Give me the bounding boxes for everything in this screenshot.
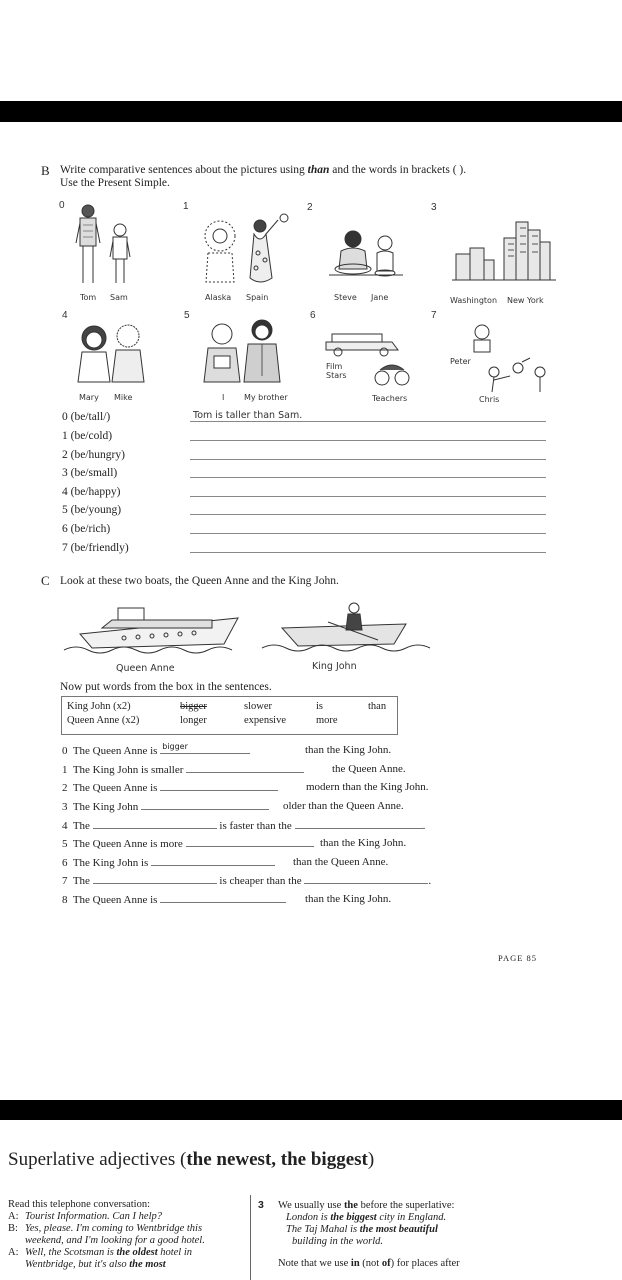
word-bigger: bigger	[180, 701, 207, 712]
prompt-6: 6 (be/rich)	[62, 523, 111, 535]
picture-steve-jane	[323, 225, 408, 287]
picture-number-5: 5	[184, 310, 190, 321]
ex1-a: London is	[286, 1212, 331, 1223]
speaker-a1: A:	[8, 1211, 19, 1222]
line-a2-a: Well, the Scotsman is	[25, 1247, 117, 1258]
sentence-4-a: The	[72, 820, 90, 832]
ex2-a: The Taj Mahal is	[286, 1224, 360, 1235]
word-box-col1	[67, 700, 139, 728]
top-black-bar	[0, 101, 622, 122]
section-c-instruction: Look at these two boats, the Queen Anne and the King John.	[60, 575, 339, 587]
ex3: building in the world.	[292, 1236, 384, 1247]
label-mybrother: My brother	[244, 393, 288, 402]
word-box-col5	[368, 700, 386, 714]
answer-line-1[interactable]	[190, 440, 546, 441]
sentence-1-a: The King John is smaller	[72, 764, 184, 776]
prompt-4: 4 (be/happy)	[62, 486, 121, 498]
sentence-8	[62, 893, 392, 906]
title-plain: Superlative adjectives (	[8, 1149, 187, 1170]
line-a2-b: the oldest	[116, 1247, 158, 1258]
label-alaska: Alaska	[205, 293, 232, 302]
prompt-1: 1 (be/cold)	[62, 430, 113, 442]
word-queen-anne: Queen Anne (x2)	[67, 715, 140, 726]
sentence-0-fill: bigger	[162, 742, 188, 751]
sentence-7-blank-1[interactable]	[93, 874, 217, 884]
title-bold: the newest, the biggest	[186, 1149, 368, 1170]
speaker-b: B:	[8, 1223, 18, 1234]
bottom-black-bar	[0, 1100, 622, 1120]
superlative-note	[258, 1199, 618, 1270]
label-washington: Washington	[450, 296, 498, 305]
sentence-6	[62, 856, 389, 869]
word-than: than	[368, 701, 387, 712]
answer-line-7[interactable]	[190, 552, 546, 553]
conversation-intro: Read this telephone conversation:	[8, 1199, 151, 1210]
sentence-2-a: The Queen Anne is	[72, 782, 158, 794]
label-i: I	[222, 393, 225, 402]
note-e: ) for places after	[390, 1258, 460, 1269]
picture-number-2: 2	[307, 202, 313, 213]
sentence-7-b: is cheaper than the	[219, 875, 302, 887]
note-b: in	[350, 1258, 360, 1269]
sentence-0-num: 0	[62, 745, 68, 757]
section-b-letter: B	[41, 163, 50, 178]
sentence-0	[62, 742, 392, 757]
sentence-2	[62, 781, 429, 794]
note-line1-c: before the superlative:	[357, 1200, 455, 1211]
label-mike: Mike	[114, 393, 133, 402]
word-box	[61, 696, 398, 735]
section-b-instruction	[60, 164, 466, 190]
sentence-2-blank[interactable]	[160, 781, 278, 791]
section-c-letter: C	[41, 573, 50, 588]
word-more: more	[316, 715, 338, 726]
label-peter: Peter	[450, 357, 471, 366]
sentence-3-num: 3	[62, 801, 68, 813]
ex2-b: the most beautiful	[359, 1224, 438, 1235]
sentence-4-b: is faster than the	[219, 820, 292, 832]
prompt-2: 2 (be/hungry)	[62, 449, 125, 461]
answer-line-0	[190, 421, 546, 422]
note-line1-b: the	[343, 1200, 358, 1211]
label-king-john: King John	[312, 661, 357, 672]
label-filmstars: Film Stars	[326, 362, 347, 380]
note-a: Note that we use	[278, 1258, 351, 1269]
word-box-col2	[180, 700, 207, 728]
word-longer: longer	[180, 715, 207, 726]
sentence-5-b: than the King John.	[320, 837, 407, 849]
line-a2-d: Wentbridge, but it's also	[25, 1259, 130, 1270]
label-sam: Sam	[110, 293, 128, 302]
picture-number-1: 1	[183, 201, 189, 212]
sentence-5-a: The Queen Anne is more	[72, 838, 183, 850]
note-line1-a: We usually use	[278, 1200, 344, 1211]
sentence-3-b: older than the Queen Anne.	[283, 800, 404, 812]
sentence-3-a: The King John	[72, 801, 139, 813]
instruction-text-b: and the words in brackets ( ).	[329, 164, 467, 176]
sentence-4-blank-2[interactable]	[295, 819, 423, 829]
label-spain: Spain	[246, 293, 269, 302]
prompt-5: 5 (be/young)	[62, 504, 122, 516]
label-newyork: New York	[507, 296, 544, 305]
label-tom: Tom	[80, 293, 97, 302]
sentence-0-blank	[160, 744, 250, 754]
line-a2-e: the most	[129, 1259, 166, 1270]
picture-alaska-spain	[198, 208, 293, 290]
speaker-a2: A:	[8, 1247, 19, 1258]
boat-king-john	[258, 600, 433, 660]
sentence-1-blank[interactable]	[186, 763, 304, 773]
picture-number-4: 4	[62, 310, 68, 321]
sentence-6-b: than the Queen Anne.	[293, 856, 389, 868]
sentence-1-b: the Queen Anne.	[332, 763, 406, 775]
picture-tom-sam	[70, 203, 140, 291]
sentence-8-blank[interactable]	[160, 893, 286, 903]
note-d: of	[381, 1258, 391, 1269]
sentence-5	[62, 837, 407, 850]
sentence-2-b: modern than the King John.	[306, 781, 429, 793]
prompt-7: 7 (be/friendly)	[62, 542, 129, 554]
sentence-7-num: 7	[62, 875, 68, 887]
sentence-0-b: than the King John.	[305, 744, 392, 756]
answer-line-2[interactable]	[190, 459, 546, 460]
answer-line-4[interactable]	[190, 496, 546, 497]
prompt-0: 0 (be/tall/)	[62, 411, 111, 423]
sentence-5-blank[interactable]	[186, 837, 314, 847]
picture-number-7: 7	[431, 310, 437, 321]
line-a2-c: hotel in	[157, 1247, 193, 1258]
label-queen-anne: Queen Anne	[116, 663, 175, 674]
note-c: (not	[359, 1258, 382, 1269]
ex1-c: city in England.	[376, 1212, 447, 1223]
example-answer: Tom is taller than Sam.	[193, 410, 303, 421]
sentence-7-blank-2[interactable]	[304, 874, 428, 884]
ex1-b: the biggest	[330, 1212, 377, 1223]
instruction-text-a: Write comparative sentences about the pictures using	[60, 164, 308, 176]
boat-queen-anne	[62, 600, 247, 662]
sentence-6-blank[interactable]	[151, 856, 275, 866]
sentence-8-num: 8	[62, 894, 68, 906]
line-b1: Yes, please. I'm coming to Wentbridge this	[25, 1223, 203, 1234]
picture-number-6: 6	[310, 310, 316, 321]
instruction-than: than	[307, 164, 330, 176]
title-end: )	[367, 1149, 375, 1170]
picture-number-3: 3	[431, 202, 437, 213]
word-box-col3	[244, 700, 286, 728]
picture-peter-chris	[460, 322, 555, 394]
prompt-3: 3 (be/small)	[62, 467, 118, 479]
label-mary: Mary	[79, 393, 99, 402]
sentence-6-num: 6	[62, 857, 68, 869]
label-teachers: Teachers	[372, 394, 408, 403]
picture-washington-newyork	[450, 218, 560, 288]
answer-line-6[interactable]	[190, 533, 546, 534]
box-intro: Now put words from the box in the sentences.	[60, 681, 272, 693]
sentence-6-a: The King John is	[72, 857, 149, 869]
conversation	[8, 1199, 248, 1271]
note-number: 3	[258, 1199, 264, 1211]
word-king-john: King John (x2)	[67, 701, 131, 712]
answer-line-3[interactable]	[190, 477, 546, 478]
sentence-3-blank[interactable]	[141, 800, 269, 810]
next-page-title	[8, 1149, 374, 1171]
sentence-8-a: The Queen Anne is	[72, 894, 158, 906]
picture-i-brother	[198, 316, 290, 388]
sentence-7: 7 The is cheaper than the .	[62, 875, 432, 887]
sentence-2-num: 2	[62, 782, 68, 794]
word-expensive: expensive	[244, 715, 286, 726]
sentence-4-blank-1[interactable]	[93, 819, 217, 829]
instruction-line2: Use the Present Simple.	[60, 177, 170, 189]
picture-mary-mike	[70, 318, 152, 390]
line-b2: weekend, and I'm looking for a good hotel.	[25, 1235, 205, 1246]
answer-line-5[interactable]	[190, 514, 546, 515]
label-jane: Jane	[371, 293, 389, 302]
page-number: PAGE 85	[498, 953, 538, 963]
sentence-5-num: 5	[62, 838, 68, 850]
sentence-1	[62, 763, 406, 776]
sentence-1-num: 1	[62, 764, 68, 776]
picture-number-0: 0	[59, 200, 65, 211]
sentence-4: 4 The is faster than the .	[62, 820, 426, 832]
sentence-8-b: than the King John.	[305, 893, 392, 905]
column-divider	[250, 1195, 251, 1280]
sentence-4-num: 4	[62, 820, 68, 832]
sentence-3	[62, 800, 404, 813]
label-chris: Chris	[479, 395, 500, 404]
line-a1: Tourist Information. Can I help?	[25, 1211, 163, 1222]
sentence-0-a: The Queen Anne is	[72, 745, 161, 757]
sentence-7-a: The	[72, 875, 90, 887]
label-steve: Steve	[334, 293, 357, 302]
word-slower: slower	[244, 701, 272, 712]
word-box-col4	[316, 700, 338, 728]
word-is: is	[316, 701, 324, 712]
